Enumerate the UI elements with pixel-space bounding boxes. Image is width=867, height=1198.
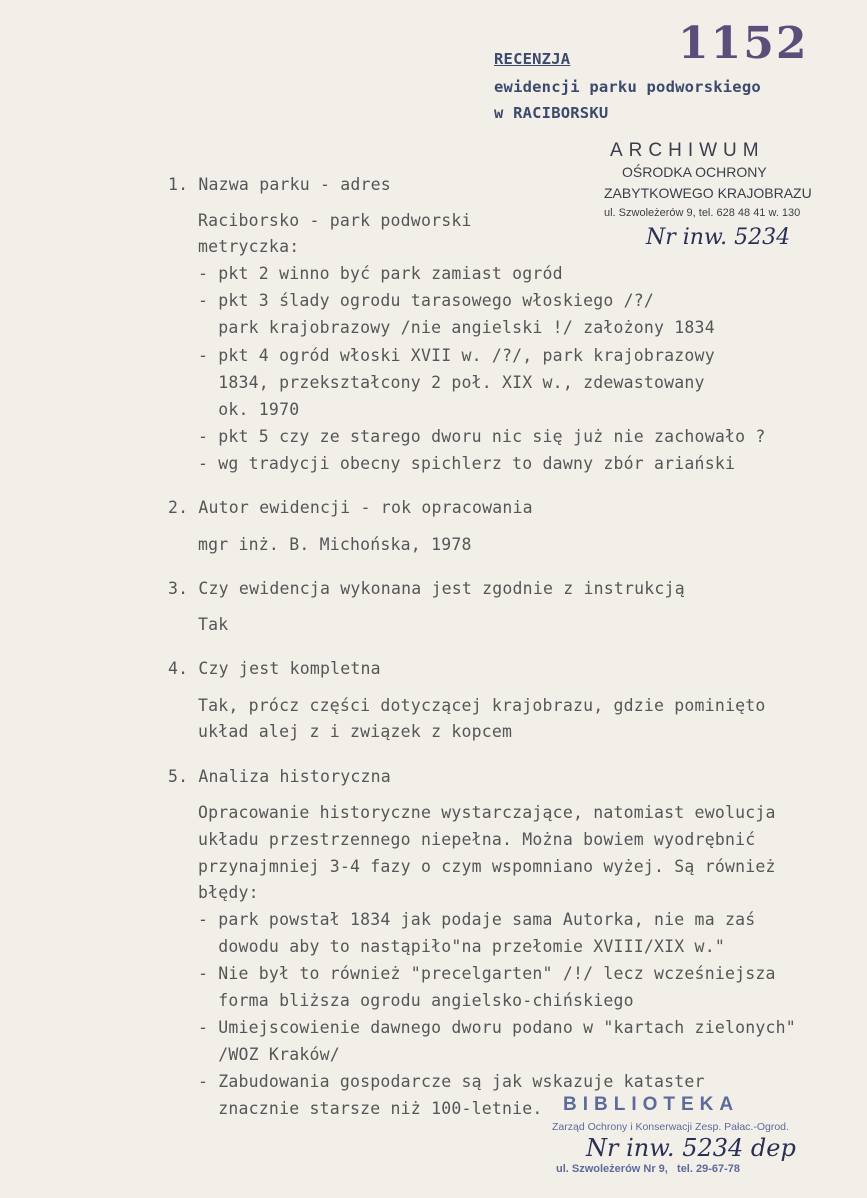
document-location: w RACIBORSKU: [494, 104, 609, 122]
section-1-line: park krajobrazowy /nie angielski !/ założony 1834: [198, 318, 715, 337]
library-stamp-title: BIBLIOTEKA: [563, 1094, 740, 1115]
archive-inventory-handwritten: Nr inw. 5234: [646, 225, 791, 250]
section-1-line: - pkt 3 ślady ogrodu tarasowego włoskiego /?/: [198, 291, 655, 310]
section-1-line: - wg tradycji obecny spichlerz to dawny zbór ariański: [198, 454, 736, 473]
document-subtitle: ewidencji parku podworskiego: [494, 78, 761, 96]
section-5-line: Opracowanie historyczne wystarczające, natomiast ewolucja: [198, 803, 776, 822]
archive-stamp-title: ARCHIWUM: [610, 140, 765, 161]
section-5-line: dowodu aby to nastąpiło"na przełomie XVIII/XIX w.": [198, 937, 725, 956]
section-1-heading: 1. Nazwa parku - adres: [168, 175, 391, 194]
section-3-line: Tak: [198, 615, 229, 634]
section-5-line: - park powstał 1834 jak podaje sama Autorka, nie ma zaś: [198, 910, 756, 929]
section-5-line: - Umiejscowienie dawnego dworu podano w "kartach zielonych": [198, 1018, 796, 1037]
section-1-line: metryczka:: [198, 237, 300, 256]
section-1-line: - pkt 5 czy ze starego dworu nic się już nie zachowało ?: [198, 427, 766, 446]
section-5-line: przynajmniej 3-4 fazy o czym wspomniano wyżej. Są również: [198, 857, 776, 876]
library-stamp-line2: Zarząd Ochrony i Konserwacji Zesp. Pałac.-Ogrod.: [552, 1121, 789, 1133]
archive-stamp-line2: OŚRODKA OCHRONY: [622, 164, 767, 180]
section-5-line: znacznie starsze niż 100-letnie.: [198, 1099, 543, 1118]
archive-stamp-line3: ZABYTKOWEGO KRAJOBRAZU: [604, 185, 812, 201]
section-4-line: Tak, prócz części dotyczącej krajobrazu, gdzie pominięto: [198, 696, 766, 715]
section-1-line: 1834, przekształcony 2 poł. XIX w., zdewastowany: [198, 373, 705, 392]
section-4-heading: 4. Czy jest kompletna: [168, 659, 381, 678]
section-1-line: - pkt 4 ogród włoski XVII w. /?/, park krajobrazowy: [198, 346, 715, 365]
section-5-line: - Nie był to również "precelgarten" /!/ lecz wcześniejsza: [198, 964, 776, 983]
stamp-number: 1152: [678, 18, 809, 69]
section-3-heading: 3. Czy ewidencja wykonana jest zgodnie z instrukcją: [168, 579, 685, 598]
section-5-heading: 5. Analiza historyczna: [168, 767, 391, 786]
section-5-line: forma bliższa ogrodu angielsko-chińskiego: [198, 991, 634, 1010]
library-stamp-address: ul. Szwoleżerów Nr 9, tel. 29-67-78: [556, 1163, 741, 1175]
archive-stamp-address: ul. Szwoleżerów 9, tel. 628 48 41 w. 130: [604, 207, 801, 219]
document-title: RECENZJA: [494, 50, 571, 68]
section-5-line: /WOZ Kraków/: [198, 1045, 340, 1064]
section-1-line: ok. 1970: [198, 400, 300, 419]
section-4-line: układ alej z i związek z kopcem: [198, 722, 513, 741]
section-5-line: - Zabudowania gospodarcze są jak wskazuje kataster: [198, 1072, 705, 1091]
section-5-line: błędy:: [198, 883, 259, 902]
section-2-line: mgr inż. B. Michońska, 1978: [198, 535, 472, 554]
library-inventory-handwritten: Nr inw. 5234 dep: [586, 1134, 796, 1162]
section-1-line: - pkt 2 winno być park zamiast ogród: [198, 264, 563, 283]
section-5-line: układu przestrzennego niepełna. Można bowiem wyodrębnić: [198, 830, 756, 849]
section-1-line: Raciborsko - park podworski: [198, 211, 472, 230]
section-2-heading: 2. Autor ewidencji - rok opracowania: [168, 498, 533, 517]
